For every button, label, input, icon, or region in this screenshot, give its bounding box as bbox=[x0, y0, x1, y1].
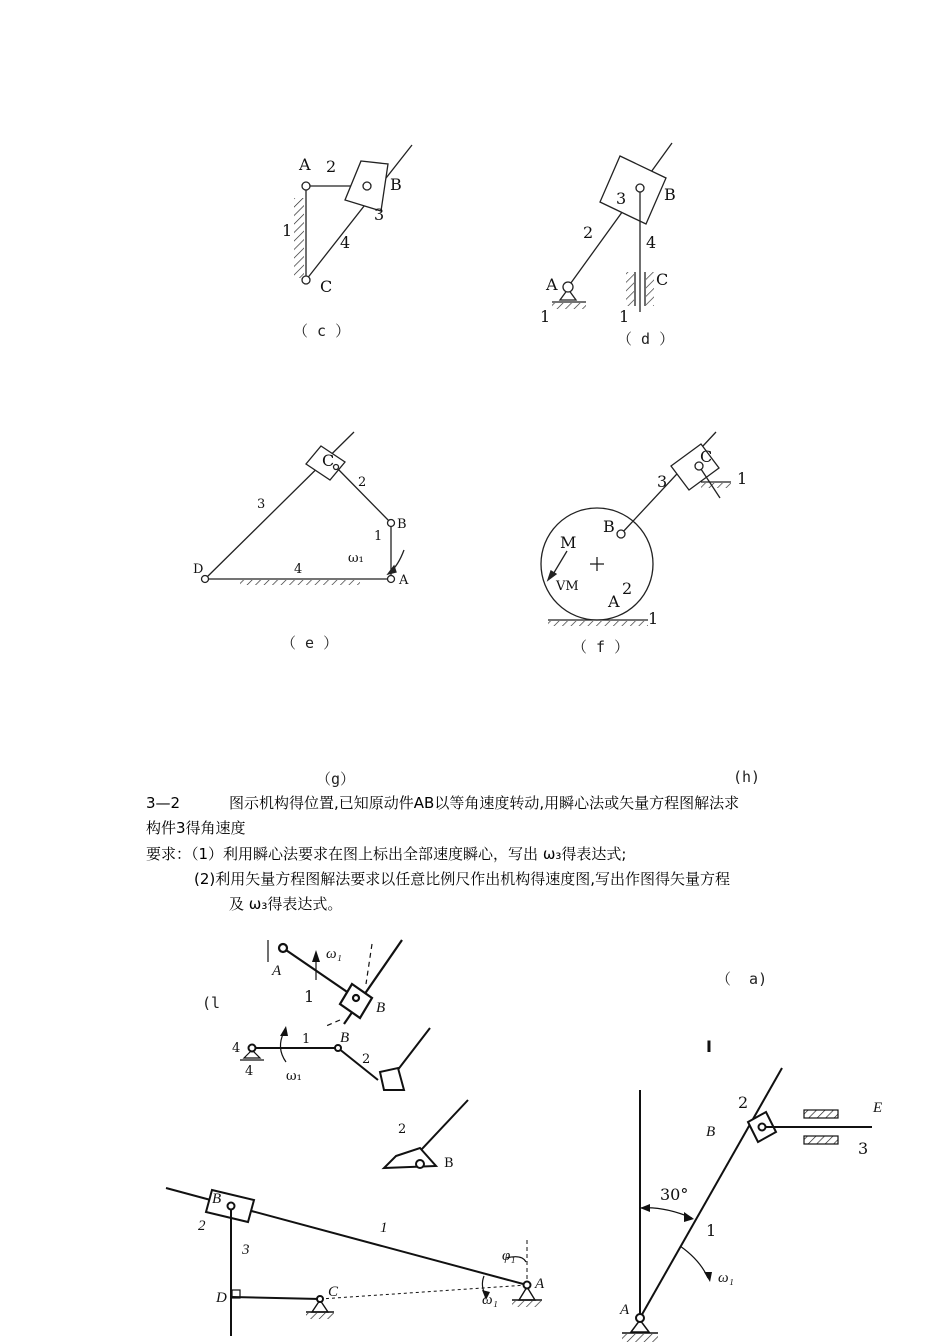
fig-d-label-4: 4 bbox=[646, 233, 657, 252]
problem-line-1: 图示机构得位置,已知原动件AB以等角速度转动,用瞬心法或矢量方程图解法求 bbox=[229, 794, 740, 812]
fig-b-label-A: A bbox=[272, 963, 282, 979]
fig-e-label-2: 2 bbox=[358, 475, 367, 490]
fig-right-label-angle: 30° bbox=[660, 1185, 689, 1204]
problem-number: 3—2 bbox=[146, 794, 181, 812]
caption-h: (h) bbox=[733, 768, 761, 786]
fig-f-label-M: M bbox=[560, 533, 577, 552]
fig-d-label-B: B bbox=[664, 185, 676, 204]
fig-bl-label-3: 3 bbox=[242, 1242, 250, 1258]
fig-right-label-3: 3 bbox=[858, 1139, 869, 1158]
fig-f-label-3: 3 bbox=[657, 472, 668, 491]
fig-b-label-1: 1 bbox=[304, 987, 315, 1006]
caption-b-fragment: (l bbox=[202, 994, 221, 1012]
fig-d-label-1b: 1 bbox=[619, 307, 630, 326]
fig-f-label-A: A bbox=[608, 592, 620, 611]
fig-f-label-1b: 1 bbox=[648, 609, 659, 628]
caption-d: （ d ） bbox=[617, 330, 675, 348]
fig-mid-label-2: 2 bbox=[362, 1052, 371, 1067]
figure-d bbox=[552, 143, 672, 312]
fig-e-label-4: 4 bbox=[294, 562, 303, 577]
fig-mid-label-omega: ω₁ bbox=[286, 1069, 302, 1084]
fig-f-label-B: B bbox=[603, 517, 615, 536]
fig-c-label-3: 3 bbox=[374, 205, 385, 224]
requirement-1: 要求：（1）利用瞬心法要求在图上标出全部速度瞬心，写出 ω₃得表达式; bbox=[146, 845, 627, 863]
fig-b-label-B: B bbox=[376, 1000, 386, 1016]
fig-bl-label-omega: ω₁ bbox=[482, 1292, 498, 1308]
requirement-2: (2)利用矢量方程图解法要求以任意比例尺作出机构得速度图,写出作图得矢量方程 bbox=[194, 870, 731, 888]
fig-bl-label-A: A bbox=[535, 1276, 545, 1292]
fig-bl-label-2-top: 2 bbox=[398, 1122, 407, 1137]
fig-right-label-2: 2 bbox=[738, 1093, 749, 1112]
caption-a: （ a) bbox=[716, 970, 768, 988]
figure-e bbox=[202, 432, 405, 585]
figure-c bbox=[294, 145, 412, 284]
fig-c-label-2: 2 bbox=[326, 157, 337, 176]
fig-bl-label-B: B bbox=[212, 1191, 222, 1207]
fig-right-label-bar: I bbox=[706, 1037, 712, 1056]
fig-e-label-3: 3 bbox=[257, 497, 266, 512]
fig-bl-label-1: 1 bbox=[380, 1220, 388, 1236]
caption-f: （ f ） bbox=[572, 638, 630, 656]
fig-mid-label-B: B bbox=[340, 1030, 350, 1046]
fig-e-label-B: B bbox=[397, 517, 407, 532]
fig-bl-label-phi: φ₁ bbox=[502, 1248, 516, 1264]
fig-bl-label-B-top: B bbox=[444, 1156, 454, 1171]
problem-line-2: 构件3得角速度 bbox=[146, 819, 246, 837]
fig-right-label-1: 1 bbox=[706, 1221, 717, 1240]
fig-f-label-VM: VM bbox=[556, 579, 579, 594]
fig-right-label-E: E bbox=[873, 1100, 883, 1116]
fig-d-label-C: C bbox=[656, 270, 669, 289]
fig-e-label-1: 1 bbox=[374, 529, 383, 544]
fig-bl-label-2: 2 bbox=[198, 1218, 206, 1234]
fig-c-label-4: 4 bbox=[340, 233, 351, 252]
fig-d-label-1a: 1 bbox=[540, 307, 551, 326]
fig-b-label-omega: ω₁ bbox=[326, 946, 342, 962]
fig-d-label-3: 3 bbox=[616, 189, 627, 208]
fig-c-label-A: A bbox=[299, 155, 311, 174]
fig-right-label-A: A bbox=[620, 1302, 630, 1318]
fig-d-label-A: A bbox=[546, 275, 558, 294]
fig-e-label-D: D bbox=[193, 562, 204, 577]
fig-c-label-B: B bbox=[390, 175, 402, 194]
figure-mid-fragment bbox=[240, 1026, 430, 1090]
fig-right-label-B: B bbox=[706, 1124, 716, 1140]
fig-e-label-C: C bbox=[322, 451, 335, 470]
fig-mid-label-4a: 4 bbox=[232, 1041, 241, 1056]
fig-right-label-omega: ω₁ bbox=[718, 1270, 734, 1286]
fig-c-label-1: 1 bbox=[282, 221, 293, 240]
requirement-3: 及 ω₃得表达式。 bbox=[229, 895, 343, 913]
fig-c-label-C: C bbox=[320, 277, 333, 296]
fig-f-label-2: 2 bbox=[622, 579, 633, 598]
fig-e-label-omega: ω₁ bbox=[348, 551, 364, 566]
fig-mid-label-4b: 4 bbox=[245, 1064, 254, 1079]
caption-e: （ e ） bbox=[281, 634, 339, 652]
caption-c: （ c ） bbox=[293, 322, 351, 340]
fig-d-label-2: 2 bbox=[583, 223, 594, 242]
caption-g: （g） bbox=[316, 770, 356, 788]
fig-f-label-C: C bbox=[700, 447, 713, 466]
fig-bl-label-C: C bbox=[328, 1284, 339, 1300]
fig-e-label-A: A bbox=[399, 573, 409, 588]
fig-bl-label-D: D bbox=[216, 1290, 227, 1306]
fig-f-label-1a: 1 bbox=[737, 469, 748, 488]
fig-mid-label-1: 1 bbox=[302, 1032, 311, 1047]
